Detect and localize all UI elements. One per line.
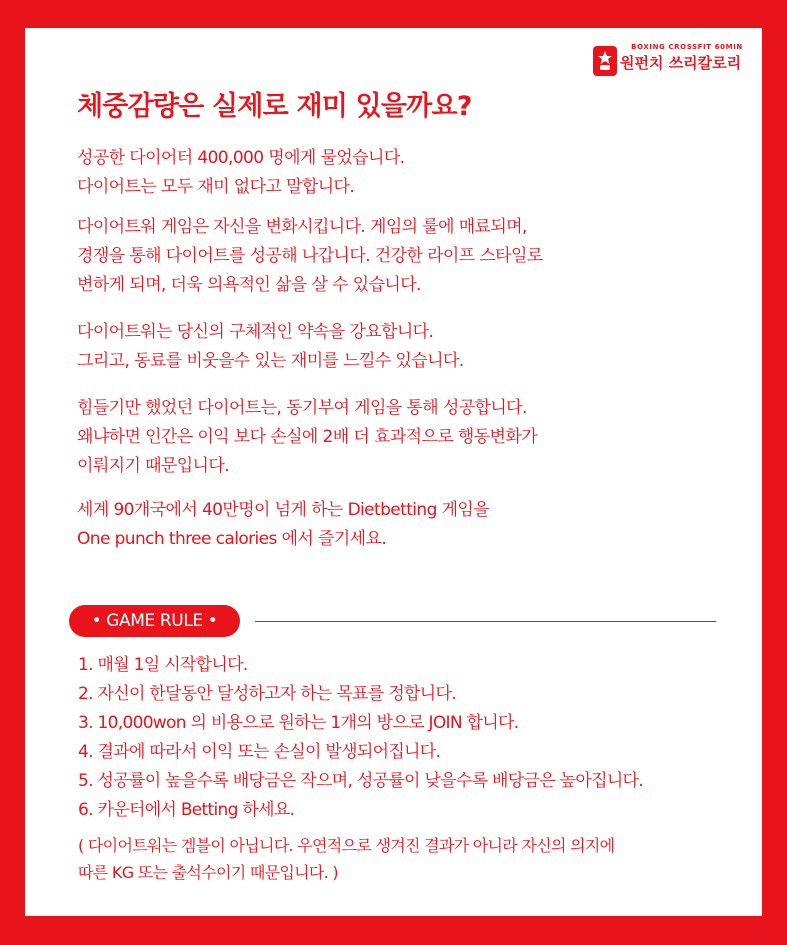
brand-tagline: BOXING CROSSFIT 60MIN xyxy=(631,43,743,51)
content-card xyxy=(25,28,762,916)
rule-item: 2. 자신이 한달동안 달성하고자 하는 목표를 정합니다. xyxy=(78,684,456,704)
paragraph-line: 그리고, 동료를 비웃을수 있는 재미를 느낄수 있습니다. xyxy=(77,351,464,371)
rule-item: 4. 결과에 따라서 이익 또는 손실이 발생되어집니다. xyxy=(78,742,441,762)
game-rule-badge: • GAME RULE • xyxy=(69,605,240,637)
page-title: 체중감량은 실제로 재미 있을까요? xyxy=(77,91,472,122)
note-line: 따른 KG 또는 출석수이기 때문입니다. ) xyxy=(78,863,338,882)
paragraph-line: 다이어트워는 당신의 구체적인 약속을 강요합니다. xyxy=(77,322,434,342)
intro-paragraph xyxy=(77,144,737,202)
paragraph-line: 왜냐하면 인간은 이익 보다 손실에 2배 더 효과적으로 행동변화가 xyxy=(77,427,538,447)
paragraph-line: 경쟁을 통해 다이어트를 성공해 나갑니다. 건강한 라이프 스타일로 xyxy=(77,246,543,266)
brand-name: 원펀치 쓰리칼로리 xyxy=(620,54,742,72)
brand-logo xyxy=(593,42,753,78)
paragraph-line: 이뤄지기 때문입니다. xyxy=(77,456,230,476)
paragraph-line: 다이어트워 게임은 자신을 변화시킵니다. 게임의 룰에 매료되며, xyxy=(77,217,527,237)
star-boxing-glove-icon xyxy=(593,46,617,76)
promise-paragraph xyxy=(77,318,737,376)
paragraph-line: 변하게 되며, 더욱 의욕적인 삶을 살 수 있습니다. xyxy=(77,275,421,295)
paragraph-line: One punch three calories 에서 즐기세요. xyxy=(77,529,387,549)
paragraph-line: 다이어트는 모두 재미 없다고 말합니다. xyxy=(77,177,355,197)
rule-item: 1. 매월 1일 시작합니다. xyxy=(78,655,248,675)
motivation-paragraph xyxy=(77,394,737,481)
paragraph-line: 세계 90개국에서 40만명이 넘게 하는 Dietbetting 게임을 xyxy=(77,500,490,520)
rule-item: 3. 10,000won 의 비용으로 원하는 1개의 방으로 JOIN 합니다. xyxy=(78,713,519,733)
section-divider xyxy=(255,621,716,622)
disclaimer-note xyxy=(78,832,758,886)
worldwide-paragraph xyxy=(77,496,737,554)
game-description-paragraph xyxy=(77,213,737,300)
paragraph-line: 힘들기만 했었던 다이어트는, 동기부여 게임을 통해 성공합니다. xyxy=(77,398,527,418)
note-line: ( 다이어트워는 겜블이 아닙니다. 우연적으로 생겨진 결과가 아니라 자신의 의지에 xyxy=(78,836,615,855)
rule-item: 6. 카운터에서 Betting 하세요. xyxy=(78,800,295,820)
paragraph-line: 성공한 다이어터 400,000 명에게 물었습니다. xyxy=(77,148,405,168)
game-rule-list xyxy=(78,651,748,825)
rule-item: 5. 성공률이 높을수록 배당금은 작으며, 성공률이 낮을수록 배당금은 높아집니다. xyxy=(78,771,643,791)
